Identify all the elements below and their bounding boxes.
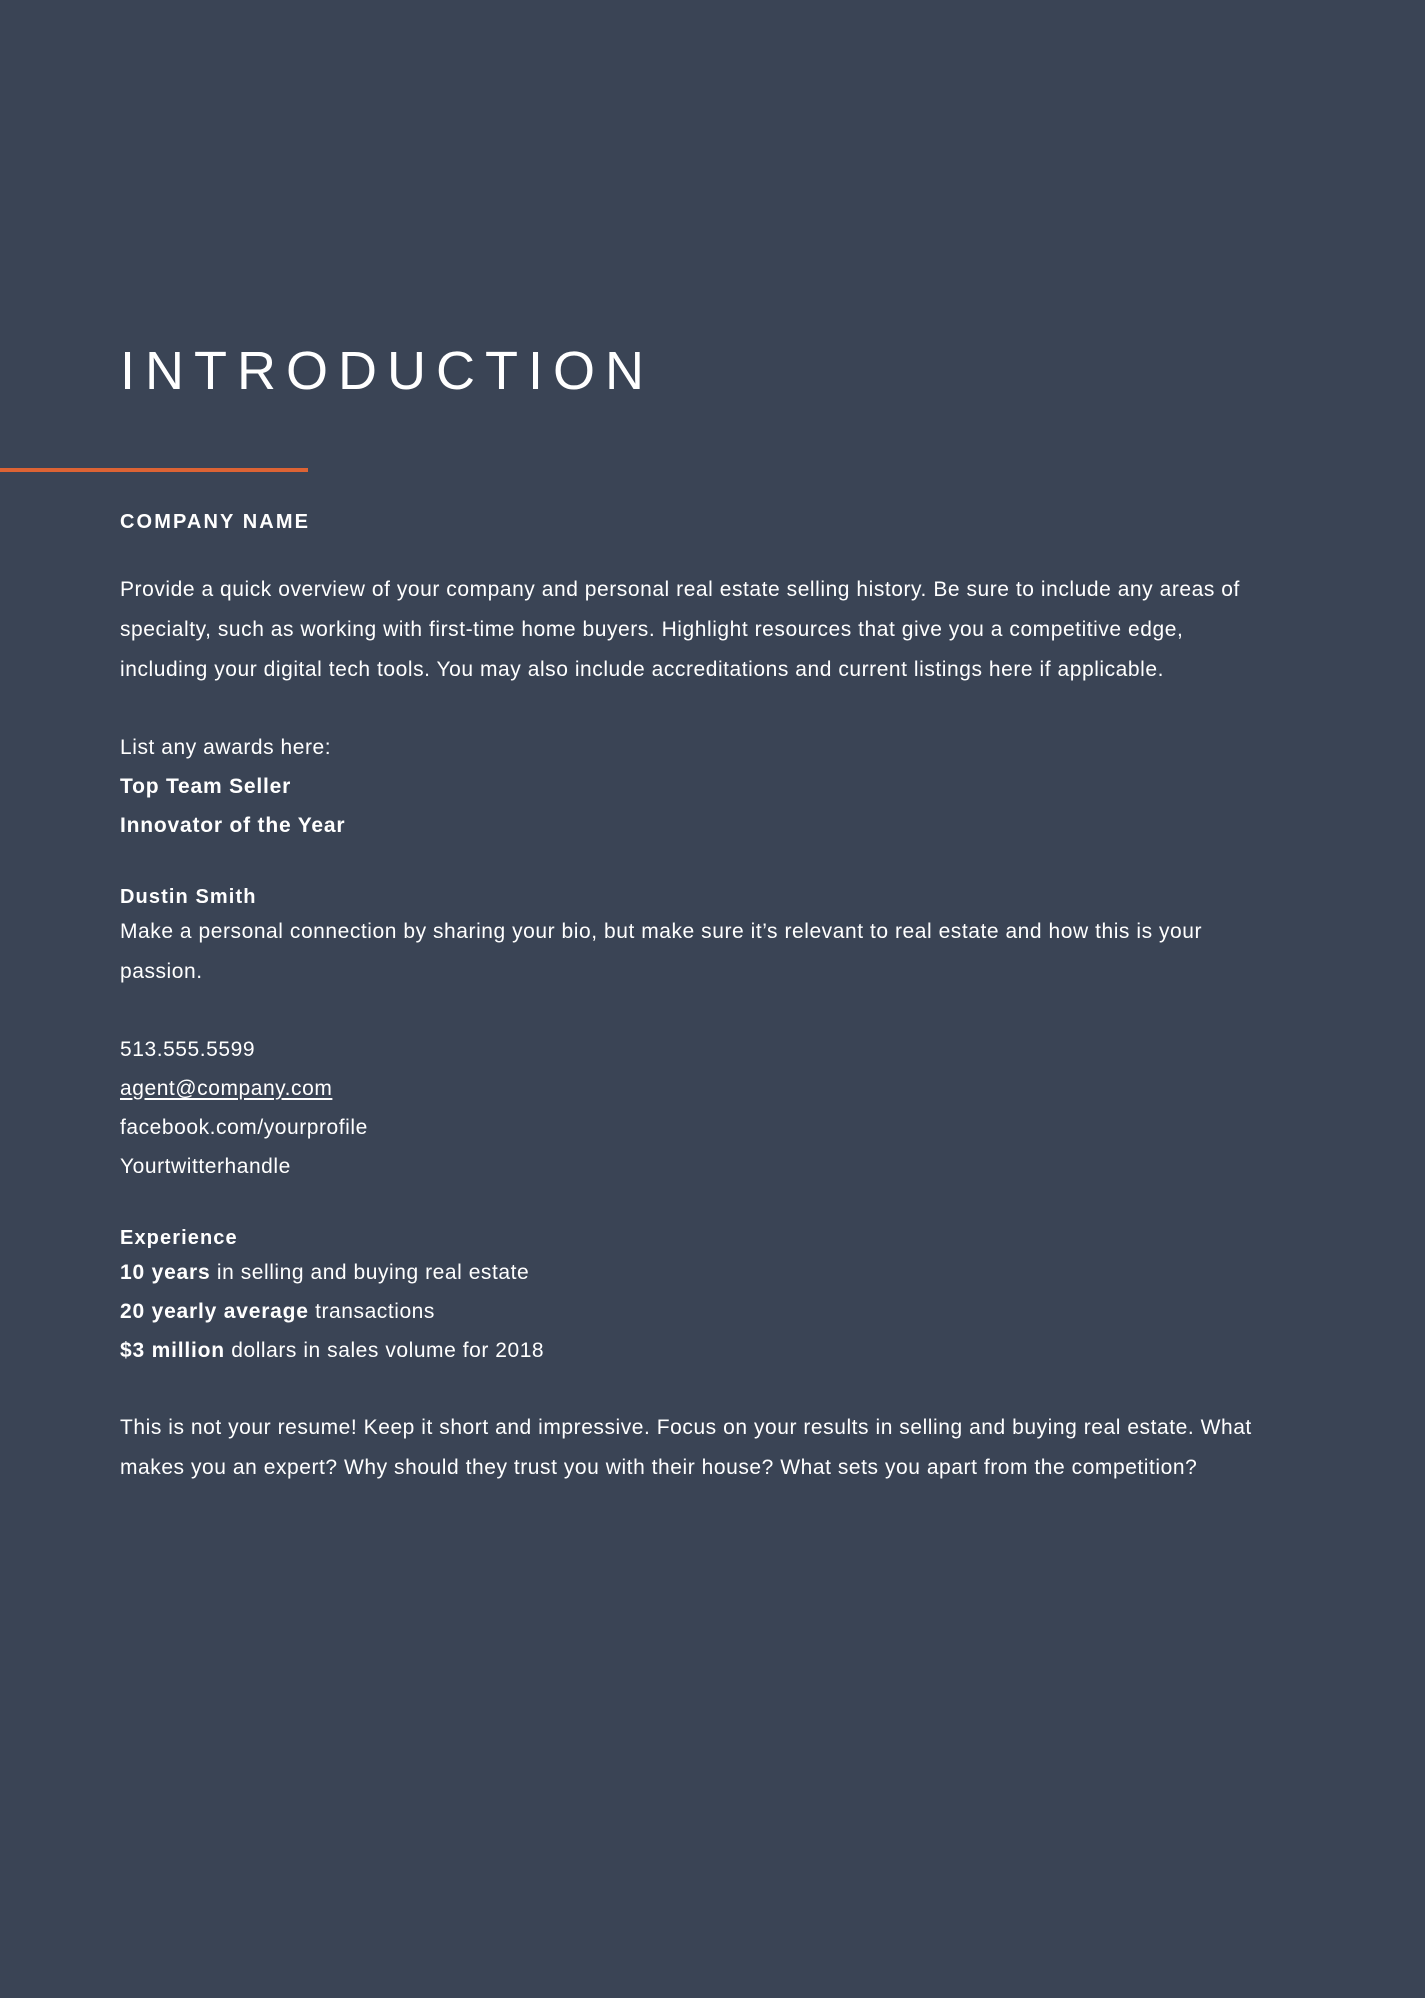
agent-block xyxy=(120,883,1260,992)
awards-block xyxy=(120,728,1260,845)
experience-item xyxy=(120,1253,1260,1292)
awards-intro-label: List any awards here: xyxy=(120,736,332,759)
spacer-after-agent xyxy=(120,992,1260,1030)
company-name-heading: COMPANY NAME xyxy=(120,511,311,533)
experience-item-highlight: $3 million xyxy=(120,1339,225,1362)
experience-item-text: in selling and buying real estate xyxy=(210,1261,530,1284)
experience-heading: Experience xyxy=(120,1227,238,1249)
content-column xyxy=(120,508,1260,1488)
contact-email-link[interactable]: agent@company.com xyxy=(120,1077,333,1100)
award-item xyxy=(120,767,1260,806)
experience-item-text: transactions xyxy=(308,1300,435,1323)
award-item-label: Innovator of the Year xyxy=(120,814,346,837)
spacer-after-awards xyxy=(120,845,1260,883)
agent-bio-paragraph: Make a personal connection by sharing your bio, but make sure it’s relevant to real estate and how this is your passion. xyxy=(120,920,1203,983)
experience-item-text: dollars in sales volume for 2018 xyxy=(224,1339,545,1362)
spacer-after-contact xyxy=(120,1186,1260,1224)
company-overview-paragraph: Provide a quick overview of your company and personal real estate selling history. Be sure to include any areas of specialty, such as working with first-time home buyers. Highlight resources that give you a competitive edge, including your digital tech tools. You may also include accreditations and current listings here if applicable. xyxy=(120,578,1240,681)
company-paragraph-wrap xyxy=(120,570,1260,690)
contact-block xyxy=(120,1030,1260,1186)
experience-item xyxy=(120,1331,1260,1370)
experience-item xyxy=(120,1292,1260,1331)
experience-block xyxy=(120,1224,1260,1370)
closing-paragraph: This is not your resume! Keep it short and impressive. Focus on your results in selling and buying real estate. What makes you an expert? Why should they trust you with their house? What sets you apart from the competition? xyxy=(120,1416,1252,1479)
contact-phone[interactable]: 513.555.5599 xyxy=(120,1038,256,1061)
contact-facebook[interactable]: facebook.com/yourprofile xyxy=(120,1116,368,1139)
contact-twitter[interactable]: Yourtwitterhandle xyxy=(120,1155,291,1178)
title-block xyxy=(0,340,1425,402)
experience-item-highlight: 20 yearly average xyxy=(120,1300,309,1323)
spacer-after-experience xyxy=(120,1370,1260,1408)
spacer-after-company-paragraph xyxy=(120,690,1260,728)
page-title: INTRODUCTION xyxy=(120,341,654,401)
accent-divider xyxy=(0,468,308,472)
agent-name: Dustin Smith xyxy=(120,886,257,908)
award-item-label: Top Team Seller xyxy=(120,775,292,798)
award-item xyxy=(120,806,1260,845)
experience-item-highlight: 10 years xyxy=(120,1261,211,1284)
